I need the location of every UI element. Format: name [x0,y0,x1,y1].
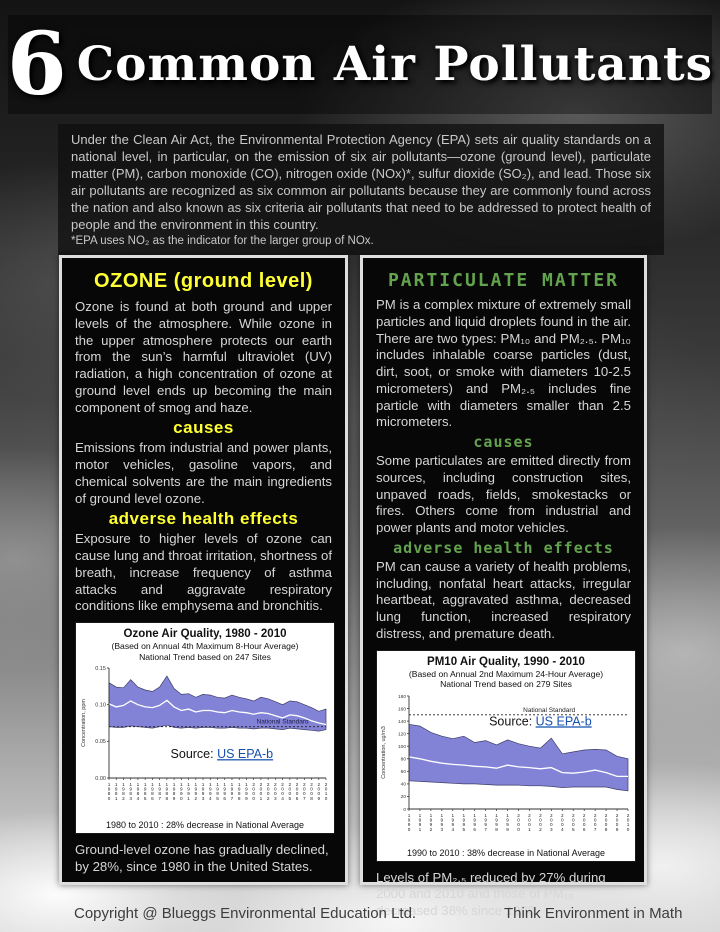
svg-text:0.05: 0.05 [95,739,106,746]
y-axis-label: Concentration, ug/m3 [381,725,387,779]
ozone-heading: OZONE (ground level) [94,270,313,292]
svg-text:1994: 1 9 9 4 [451,812,455,832]
copyright-text: Copyright @ Blueggs Environmental Education Ltd. [74,905,417,922]
svg-text:1997: 1 9 9 7 [484,812,487,832]
pm-chart-caption: 1990 to 2010 : 38% decrease in National Average [407,847,605,858]
svg-text:40: 40 [400,782,406,788]
intro-paragraph: Under the Clean Air Act, the Environmental Protection Agency (EPA) sets air quality standards on a national level, in particular, on the emission of six air pollutants—ozone (ground level), particulate matter (PM), carbon monoxide (CO), nitrogen oxide (NOx)*, sulfur dioxide (SO₂), and lead. Those six air pollutants are recognized as six common air pollutants because they are commonly found across the nation and also known as six criteria air pollutants that need to be addressed to protect health of people and the environment in this country. [71,132,651,233]
svg-text:1991: 1 9 9 1 [418,812,422,832]
svg-text:120: 120 [397,732,406,738]
svg-text:1996: 1 9 9 6 [223,782,227,801]
slogan-text: Think Environment in Math [504,905,683,922]
ozone-summary-text: Ground-level ozone has gradually declined, by 28%, since 1980 in the United States. [75,842,329,874]
svg-text:180: 180 [397,694,406,700]
svg-text:2009: 2 0 0 9 [615,812,619,832]
pm-effects-heading: adverse health effects [393,538,614,557]
svg-text:2001: 2 0 0 1 [259,782,263,801]
pm-chart-subtitle2: National Trend based on 279 Sites [440,679,572,690]
pm-chart [376,650,636,862]
svg-text:1982: 1 9 8 2 [122,782,125,801]
svg-text:20: 20 [400,794,406,800]
svg-text:160: 160 [397,706,406,712]
svg-text:1991: 1 9 9 1 [187,782,190,801]
svg-text:2007: 2 0 0 7 [593,812,597,832]
ozone-causes-heading: causes [173,418,234,438]
ozone-chart-title: Ozone Air Quality, 1980 - 2010 [123,628,287,641]
svg-text:1992: 1 9 9 2 [194,782,198,801]
source-text: Source: US EPA-b [170,747,274,762]
svg-text:1996: 1 9 9 6 [473,812,477,832]
pm-chart-title: PM10 Air Quality, 1990 - 2010 [427,655,585,668]
svg-text:0.10: 0.10 [95,702,106,709]
svg-text:1993: 1 9 9 3 [440,812,444,832]
title-band [8,15,712,114]
svg-text:60: 60 [400,769,406,775]
intro-footnote: *EPA uses NO₂ as the indicator for the larger group of NOx. [71,235,374,248]
pm-heading: PARTICULATE MATTER [387,270,620,291]
source-link[interactable]: US EPA-b [217,747,274,762]
svg-text:140: 140 [397,719,406,725]
national-standard-label: National Standard [256,718,309,726]
svg-text:1987: 1 9 8 7 [158,782,161,801]
ozone-effects-text: Exposure to higher levels of ozone can cause lung and throat irritation, shortness of breath, increase frequency of asthma attacks and aggravate respiratory conditions like emphysema and bronchitis. [75,531,332,614]
svg-text:2010: 2 0 1 0 [324,782,328,801]
ozone-chart-caption: 1980 to 2010 : 28% decrease in National Average [106,820,304,831]
svg-text:2006: 2 0 0 6 [582,812,586,832]
svg-text:1988: 1 9 8 8 [165,782,169,801]
svg-text:2000: 2 0 0 0 [517,812,520,832]
svg-text:2001: 2 0 0 1 [528,812,531,832]
pm-causes-text: Some particulates are emitted directly from sources, including construction sites, unpaved roads, fields, smokestacks or fires. Others come from industrial and power plants and motor vehicles. [376,453,631,536]
svg-text:1983: 1 9 8 3 [129,782,133,801]
svg-text:1994: 1 9 9 4 [208,782,212,801]
svg-text:1995: 1 9 9 5 [462,812,466,832]
pm-summary-text: Levels of PM₂.₅ reduced by 27% during 2000 and 2010 and those of PM₁₀ decreased 38% since 1990. [376,869,606,919]
svg-text:1995: 1 9 9 5 [216,782,219,801]
page-title: Common Air Pollutants [76,37,714,92]
svg-text:2009: 2 0 0 9 [317,782,321,801]
svg-text:0: 0 [403,807,406,813]
svg-text:2008: 2 0 0 8 [310,782,313,801]
svg-text:1990: 1 9 9 0 [180,782,183,801]
svg-text:2003: 2 0 0 3 [274,782,277,801]
svg-text:2005: 2 0 0 5 [571,812,575,832]
svg-text:1981: 1 9 8 1 [114,782,118,801]
trend-band [409,724,628,791]
pm-intro-text: PM is a complex mixture of extremely small particles and liquid droplets found in the air. There are two types: PM₁₀ and PM₂.₅. PM₁₀ includes inhalable coarse particles (dust, dirt, soot, or smoke with diameters 10-2.5 micrometers) and PM₂.₅ includes fine particle with diameters smaller than 2.5 micrometers. [376,297,631,430]
ozone-panel [59,255,348,885]
svg-text:2010: 2 0 1 0 [626,812,630,832]
pm-causes-heading: causes [473,433,534,452]
ozone-chart-plot [79,662,331,814]
svg-text:0.15: 0.15 [95,665,106,672]
ozone-chart-subtitle2: National Trend based on 247 Sites [139,651,271,662]
svg-text:100: 100 [397,744,406,750]
pm-effects-text: PM can cause a variety of health problems, including, nonfatal heart attacks, irregular heartbeat, aggravated asthma, decreased lung function, increased respiratory distress, and premature death. [376,558,631,642]
svg-text:2002: 2 0 0 2 [539,812,542,832]
svg-text:2008: 2 0 0 8 [604,812,608,832]
svg-text:2003: 2 0 0 3 [550,812,553,832]
national-standard-label: National Standard [523,706,576,714]
svg-text:1980: 1 9 8 0 [107,782,111,801]
ozone-causes-text: Emissions from industrial and power plants, motor vehicles, gasoline vapors, and chemical solvents are the main ingredients of ground level ozone. [75,440,332,506]
svg-text:1998: 1 9 9 8 [495,812,498,832]
y-axis-label: Concentration, ppm [81,699,87,748]
svg-text:2004: 2 0 0 4 [560,812,564,832]
ozone-effects-heading: adverse health effects [108,509,299,529]
svg-text:2004: 2 0 0 4 [281,782,284,801]
svg-text:2006: 2 0 0 6 [295,782,299,801]
svg-text:1999: 1 9 9 9 [245,782,248,801]
source-link[interactable]: US EPA-b [535,714,592,729]
svg-text:2007: 2 0 0 7 [302,782,306,801]
title-number: 6 [6,13,67,115]
svg-text:1990: 1 9 9 0 [407,812,411,832]
svg-text:1993: 1 9 9 3 [201,782,205,801]
svg-text:2000: 2 0 0 0 [252,782,255,801]
svg-text:2002: 2 0 0 2 [266,782,270,801]
ozone-chart-subtitle1: (Based on Annual 4th Maximum 8-Hour Average) [111,641,299,652]
ozone-chart [75,622,335,834]
svg-text:1999: 1 9 9 9 [506,812,509,832]
pm-chart-plot [379,690,633,842]
ozone-intro-text: Ozone is found at both ground and upper levels of the atmosphere. While ozone in the upper atmosphere protects our earth from the sun’s harmful ultraviolet (UV) radiation, a high concentration of ozone at ground level ends up becoming the main component of smog and haze. [75,299,332,415]
svg-text:0.00: 0.00 [95,775,106,782]
svg-text:1998: 1 9 9 8 [237,782,241,801]
svg-text:1992: 1 9 9 2 [429,812,433,832]
svg-text:1986: 1 9 8 6 [151,782,154,801]
svg-text:1985: 1 9 8 5 [143,782,147,801]
svg-text:1997: 1 9 9 7 [230,782,234,801]
svg-text:80: 80 [400,757,406,763]
svg-text:2005: 2 0 0 5 [288,782,292,801]
source-text: Source: US EPA-b [489,714,592,729]
intro-box [58,124,664,255]
svg-text:1984: 1 9 8 4 [136,782,140,801]
svg-text:1989: 1 9 8 9 [172,782,176,801]
pm-chart-subtitle1: (Based on Annual 2nd Maximum 24-Hour Average) [408,669,604,679]
